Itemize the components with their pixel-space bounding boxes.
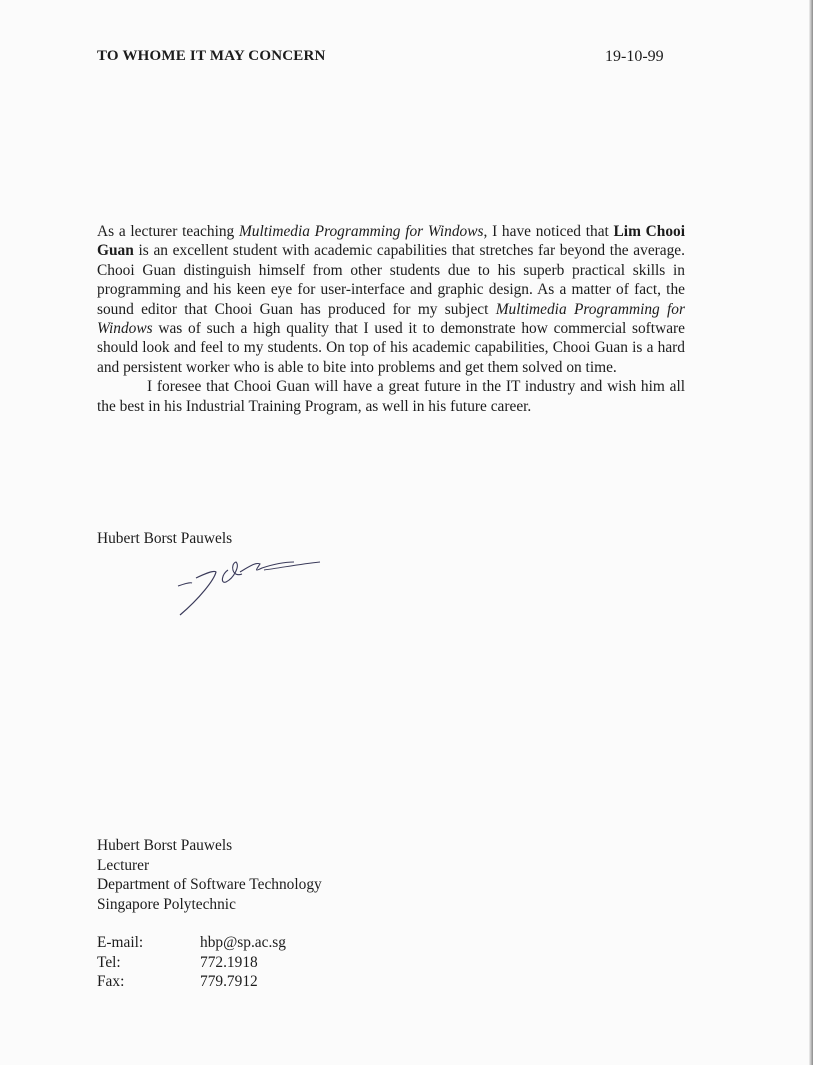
paragraph-1	[97, 222, 685, 377]
course-name: Multimedia Programming for Windows	[238, 223, 484, 240]
contact-row-email	[97, 933, 286, 953]
fax-value: 779.7912	[200, 973, 258, 990]
paragraph-2: I foresee that Chooi Guan will have a great future in the IT industry and wish him all the best in his Industrial Training Program, as well in his future career.	[97, 378, 685, 415]
email-label: E-mail:	[97, 934, 144, 951]
sender-name: Hubert Borst Pauwels	[97, 837, 233, 854]
p1-text-d: was of such a high quality that I used it to demonstrate how commercial software should look and feel to my students. On top of his academic capabilities, Chooi Guan is a hard and persistent worker who is able to bite into problems and get them solved on time.	[97, 320, 685, 376]
p1-text-a: As a lecturer teaching	[97, 223, 239, 240]
sender-title: Lecturer	[97, 856, 150, 874]
course-name-2: Multimedia Programming for Windows	[97, 300, 685, 338]
p1-text-b: , I have noticed that	[483, 223, 614, 240]
sender-institution: Singapore Polytechnic	[97, 895, 236, 913]
tel-value: 772.1918	[200, 953, 258, 971]
contact-block	[97, 933, 286, 992]
email-value: hbp@sp.ac.sg	[200, 934, 286, 951]
tel-label: Tel:	[97, 953, 121, 971]
signature-icon	[170, 548, 340, 623]
fax-label: Fax:	[97, 973, 125, 990]
sender-block	[97, 836, 322, 914]
contact-row-tel	[97, 953, 286, 973]
letter-heading: TO WHOME IT MAY CONCERN	[97, 48, 326, 64]
contact-row-fax	[97, 972, 286, 992]
scan-edge	[809, 0, 813, 1065]
p1-text-c: is an excellent student with academic capabilities that stretches far beyond the average. Chooi Guan distinguish himself from other students due to his superb practical skills in programming and his keen eye for user-interface and graphic design. As a matter of fact, the sound editor that Chooi Guan has produced for my subject	[97, 242, 685, 318]
letter-date: 19-10-99	[605, 48, 664, 65]
signatory-name: Hubert Borst Pauwels	[97, 530, 233, 547]
sender-department: Department of Software Technology	[97, 876, 322, 893]
student-name: Lim Chooi Guan	[97, 223, 685, 260]
letter-body	[97, 222, 685, 416]
